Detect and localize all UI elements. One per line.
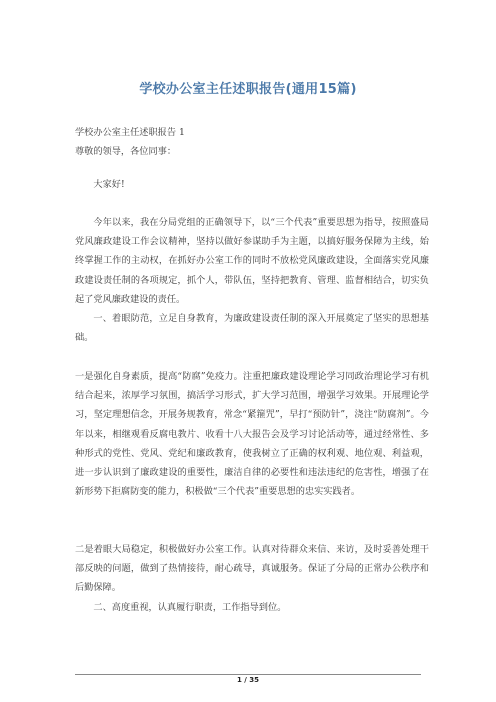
salutation: 尊敬的领导，各位同事：: [75, 146, 177, 158]
point-two-block: [75, 540, 429, 617]
page-indicator: 1 / 35: [236, 676, 260, 684]
document-title: 学校办公室主任述职报告(通用15篇): [139, 82, 357, 97]
paragraph-point-one: 一是强化自身素质，提高“防腐”免疫力。注重把廉政建设理论学习同政治理论学习有机结合起来，浓厚学习氛围，搞活学习形式，扩大学习范围，增强学习效果。开展理论学习，坚定理想信念，开展务规教育，常念“紧箍咒”，早打“预防针”，浇注“防腐剂”。今年以来，相继观看反腐电教片、收看十八大报告会及学习讨论活动等，通过经常性、多种形式的党性、党风、党纪和廉政教育，使我树立了正确的权利观、地位观、利益观，进一步认识到了廉政建设的重要性，廉洁自律的必要性和违法违纪的危害性，增强了在新形势下拒腐防变的能力，积极做“三个代表”重要思想的忠实实践者。: [75, 371, 429, 498]
report-heading-block: [75, 123, 429, 161]
greeting: 大家好!: [93, 179, 125, 190]
section-heading-1: 一、着眼防范，立足自身教育，为廉政建设责任制的深入开展奠定了坚实的思想基础。: [75, 313, 429, 344]
point-one-block: [75, 367, 429, 501]
paragraph-intro: 今年以来，我在分局党组的正确领导下，以“三个代表”重要思想为指导，按照盛局党风廉政建设工作会议精神，坚持以做好参谋助手为主题，以搞好服务保障为主线，始终掌握工作的主动权，在抓好办公室工作的同时不放松党风廉政建设，全面落实党风廉政建设责任制的各项规定，抓个人，带队伍，坚持把教育、管理、监督相结合，切实负起了党风廉政建设的责任。: [75, 217, 429, 305]
paragraph-point-two: 二是着眼大局稳定，积极做好办公室工作。认真对待群众来信、来访，及时妥善处理干部反映的问题，做到了热情接待，耐心疏导，真诚服务。保证了分局的正常办公秩序和后勤保障。: [75, 544, 429, 594]
footer-divider: [75, 674, 421, 675]
intro-block: [75, 213, 429, 347]
greeting-block: [75, 175, 429, 194]
section-heading-2: 二、高度重视，认真履行职责，工作指导到位。: [93, 601, 287, 613]
report-subtitle: 学校办公室主任述职报告 1: [75, 127, 185, 138]
